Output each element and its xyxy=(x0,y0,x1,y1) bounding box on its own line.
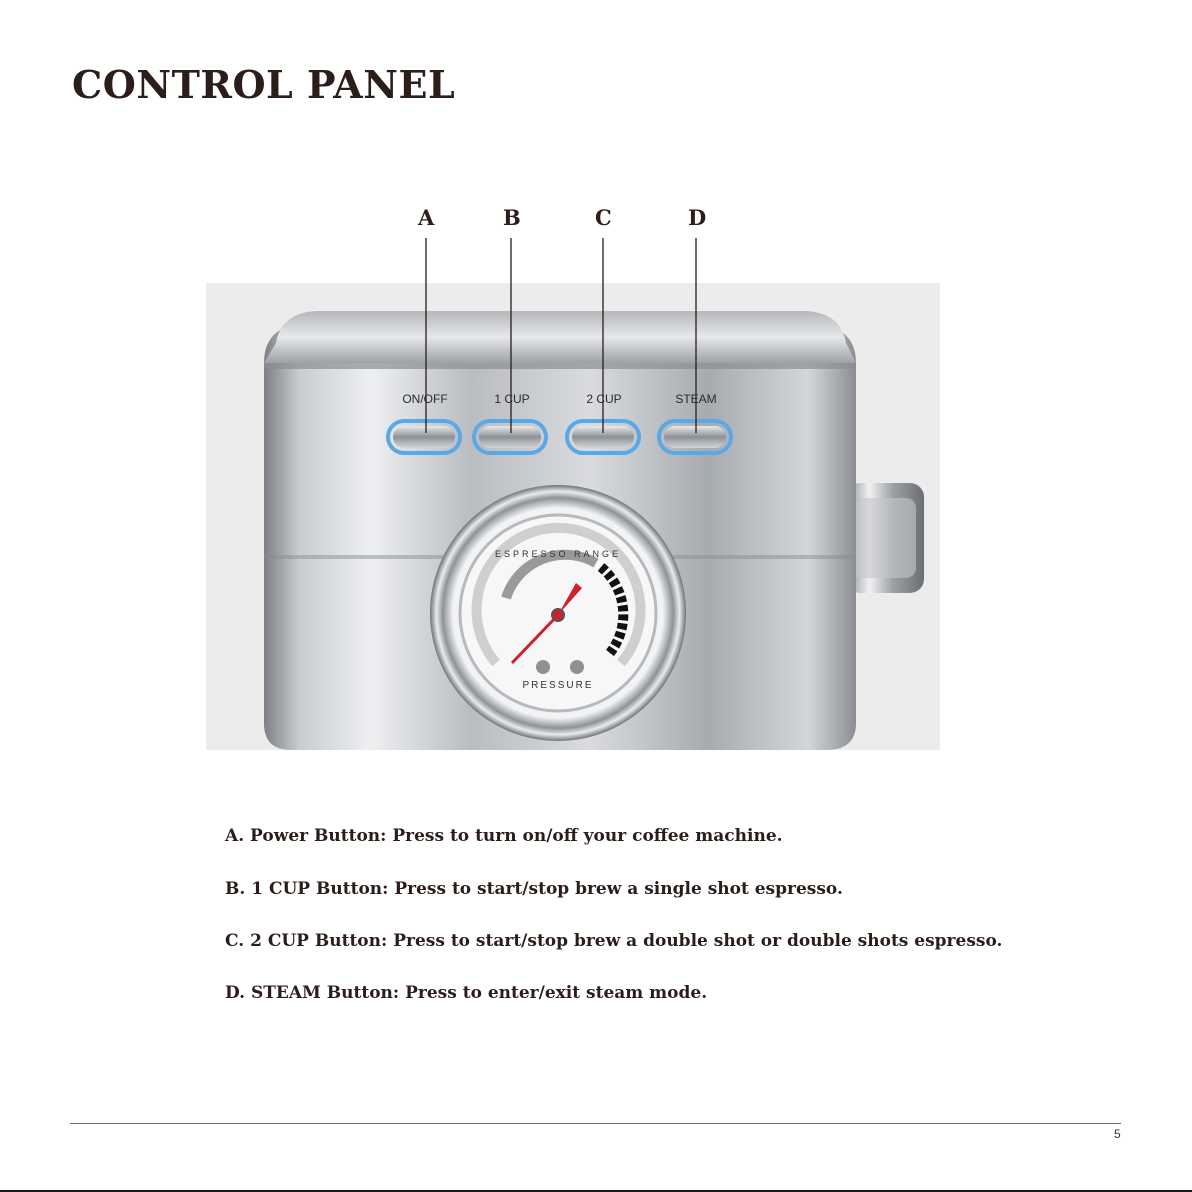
callout-letter-b: B xyxy=(503,205,521,230)
panel-label-on-off: ON/OFF xyxy=(402,392,448,406)
steam-knob-icon xyxy=(846,483,924,593)
description-a: A. Power Button: Press to turn on/off your coffee machine. xyxy=(225,826,783,846)
panel-label-2-cup: 2 CUP xyxy=(586,392,622,406)
coffee-machine-illustration xyxy=(206,283,940,750)
footer-divider xyxy=(70,1123,1121,1124)
page-title: CONTROL PANEL xyxy=(72,62,456,107)
callout-letter-c: C xyxy=(595,205,612,230)
panel-label-1-cup: 1 CUP xyxy=(494,392,530,406)
panel-label-steam: STEAM xyxy=(675,392,717,406)
machine-lid xyxy=(264,311,856,363)
page-number: 5 xyxy=(1114,1127,1121,1141)
pressure-gauge-icon xyxy=(430,485,686,741)
gauge-bottom-text: PRESSURE xyxy=(522,680,594,691)
callout-letter-a: A xyxy=(418,205,435,230)
gauge-arc-text: ESPRESSO RANGE xyxy=(494,549,622,559)
callout-letter-d: D xyxy=(688,205,707,230)
description-c: C. 2 CUP Button: Press to start/stop brew a double shot or double shots espresso. xyxy=(225,931,1003,951)
coffee-machine-svg xyxy=(206,283,940,750)
description-b: B. 1 CUP Button: Press to start/stop brew a single shot espresso. xyxy=(225,879,843,899)
callout-letters xyxy=(0,205,1192,235)
description-d: D. STEAM Button: Press to enter/exit steam mode. xyxy=(225,983,708,1003)
